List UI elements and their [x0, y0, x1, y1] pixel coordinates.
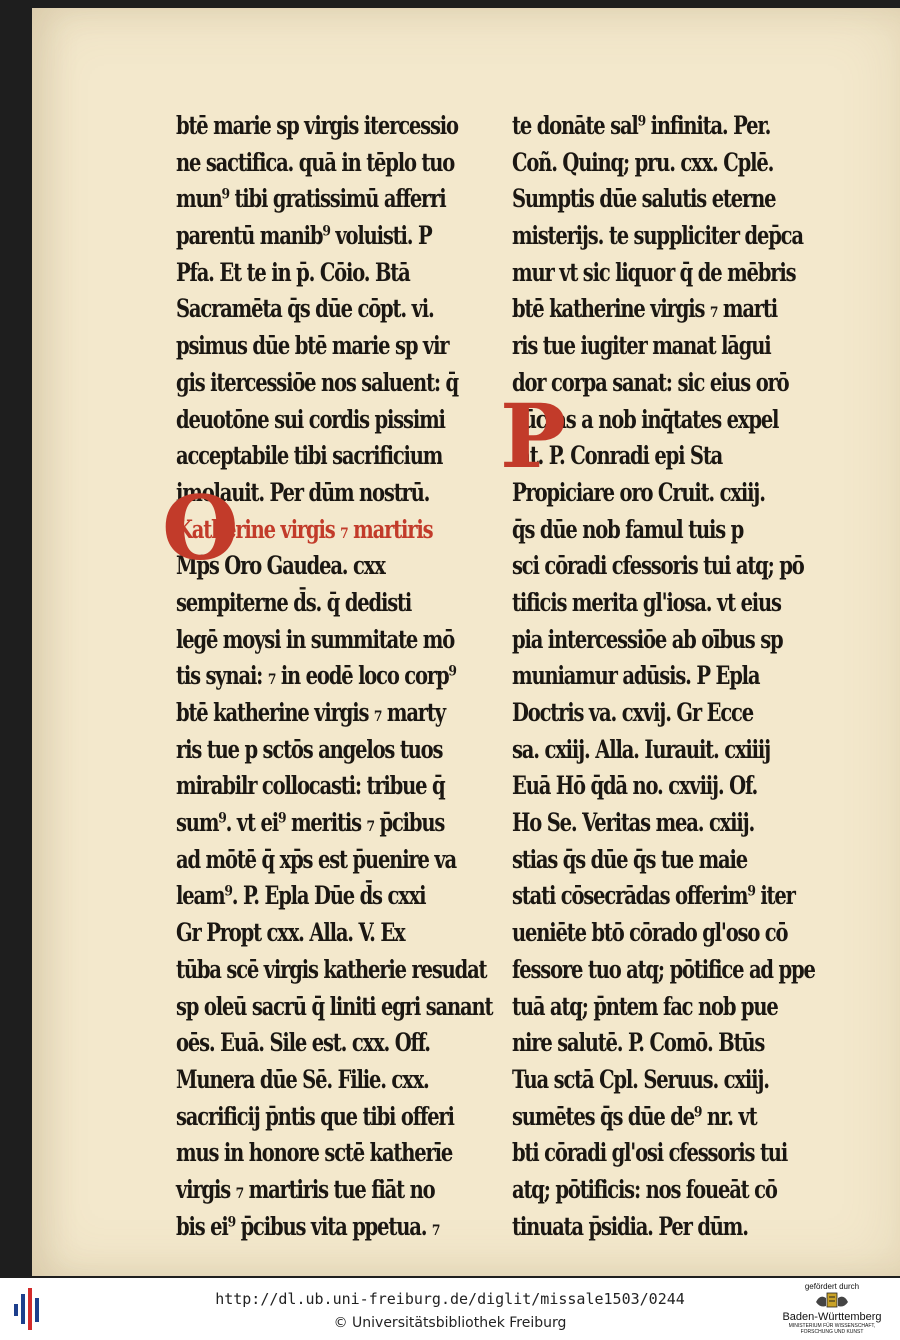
- text-line: mun⁹ tibi gratissimū afferri: [176, 184, 446, 214]
- text-line: sp oleū sacrū q̄ liniti egri sanant: [176, 991, 493, 1021]
- text-line: bis ei⁹ p̄cibus vita ppetua. ₇: [176, 1211, 440, 1241]
- text-line: deuotōne sui cordis pissimi: [176, 404, 445, 434]
- text-line: ne sactifica. quā in tēplo tuo: [176, 147, 455, 177]
- text-line: ueniēte btō cōrado gl'oso cō: [512, 918, 788, 948]
- text-line: Mp̄s Oro Gaudea. cxx: [176, 551, 385, 581]
- text-line: ad mōtē q̄ xp̄s est p̄uenire va: [176, 844, 457, 874]
- text-line: Euā Hō q̄dā no. cxviij. Of.: [512, 771, 758, 801]
- text-line: te donāte sal⁹ infinita. Per.: [512, 111, 771, 140]
- text-line: sci cōradi cfessoris tui atq; pō: [512, 551, 804, 581]
- text-line: stias q̄s dūe q̄s tue maie: [512, 844, 747, 874]
- text-line: mirabilr collocasti: tribue q̄: [176, 771, 445, 801]
- text-line: Ho Se. Veritas mea. cxiij.: [512, 808, 755, 838]
- text-line: fessore tuo atq; pōtifice ad ppe: [512, 954, 815, 984]
- text-line: tuā atq; p̄ntem fac nob pue: [512, 991, 778, 1021]
- text-line: sempiterne d̄s. q̄ dedisti: [176, 587, 412, 617]
- text-line: Sacramēta q̄s dūe cōpt. vi.: [176, 294, 434, 324]
- text-line: Doctris va. cxvij. Gr Ecce: [512, 698, 753, 727]
- text-line: gis itercessiōe nos saluent: q̄: [176, 367, 459, 397]
- dropcap-left: O: [162, 476, 239, 580]
- text-line: mus in honore sctē katherīe: [176, 1138, 453, 1168]
- text-line: lat. P. Conradi epi Sta: [512, 441, 723, 471]
- sponsor-subtitle: MINISTERIUM FÜR WISSENSCHAFT, FORSCHUNG UND KUNST: [788, 1323, 876, 1335]
- text-line: atq; pōtificis: nos foueāt cō: [512, 1174, 777, 1204]
- text-line: ris tue iugiter manat lāgui: [512, 331, 771, 361]
- text-line: sum⁹. vt ei⁹ meritis ₇ p̄cibus: [176, 808, 445, 838]
- text-line: imolauit. Per dūm nostrū.: [176, 477, 430, 507]
- dropcap-right: P: [500, 384, 567, 488]
- text-line: misterijs. te suppliciter dep̄ca: [512, 221, 803, 251]
- text-line: sumētes q̄s dūe de⁹ nr. vt: [512, 1101, 757, 1131]
- sponsor-logo: [772, 1282, 892, 1338]
- text-line: leam⁹. P. Epla Dūe d̄s cxxi: [176, 881, 426, 911]
- text-line: tinuata p̄sidia. Per dūm.: [512, 1211, 748, 1241]
- text-line: stati cōsecrādas offerim⁹ iter: [512, 881, 795, 911]
- text-line: psimus dūe btē marie sp vir: [176, 331, 449, 361]
- left-text-column: [176, 108, 496, 1245]
- text-line: ris tue p sctōs angelos tuos: [176, 734, 443, 764]
- permalink-url[interactable]: http://dl.ub.uni-freiburg.de/diglit/missale1503/0244: [215, 1290, 685, 1308]
- text-line: tificis merita gl'iosa. vt eius: [512, 587, 781, 617]
- sponsor-name: Baden-Württemberg: [782, 1311, 882, 1323]
- text-line: q̄s dūe nob famul tuis p: [512, 514, 744, 544]
- text-line: sacrificij p̄ntis que tibi offeri: [176, 1101, 454, 1131]
- text-line: Coñ. Quinq; pru. cxx. Cplē.: [512, 147, 774, 177]
- text-line: bti cōradi gl'osi cfessoris tui: [512, 1138, 788, 1168]
- text-line: tūba scē virgis katherie resudat: [176, 954, 487, 984]
- text-line: Tua sctā Cpl. Seruus. cxiij.: [512, 1064, 769, 1094]
- copyright-notice: © Universitätsbibliothek Freiburg: [333, 1315, 567, 1331]
- text-line: sa. cxiij. Alla. Iurauit. cxiiij: [512, 734, 771, 764]
- text-line: cūctas a nob inq̄tates expel: [512, 404, 779, 434]
- text-line: mur vt sic liquor q̄ de mēbris: [512, 257, 796, 287]
- text-line: Sumptis dūe salutis eterne: [512, 184, 776, 214]
- text-line: virgis ₇ martiris tue fiāt no: [176, 1174, 435, 1204]
- right-text-column: [512, 108, 832, 1245]
- text-line: Gr Propt cxx. Alla. V. Ex: [176, 918, 405, 948]
- text-line: Propiciare oro Cruit. cxiij.: [512, 477, 765, 507]
- text-line: acceptabile tibi sacrificium: [176, 441, 443, 471]
- text-line: legē moysi in summitate mō: [176, 624, 455, 654]
- text-line: oēs. Euā. Sile est. cxx. Off.: [176, 1028, 430, 1058]
- text-line: tis synai: ₇ in eodē loco corp⁹: [176, 661, 456, 691]
- state-crest-icon: [814, 1292, 850, 1310]
- text-line: nire salutē. P. Comō. Btūs: [512, 1028, 765, 1058]
- text-line: btē katherine virgis ₇ marti: [512, 294, 777, 324]
- text-line: dor corpa sanat: sic eius orō: [512, 367, 789, 397]
- text-line: btē katherine virgis ₇ marty: [176, 698, 445, 727]
- footer-bar: [0, 1278, 900, 1340]
- text-line: btē marie sp virgis itercessio: [176, 111, 458, 140]
- text-line: Munera dūe Sē. Filie. cxx.: [176, 1064, 429, 1094]
- text-line: pia intercessiōe ab oībus sp: [512, 624, 783, 654]
- manuscript-page: [32, 8, 900, 1276]
- sponsor-label: gefördert durch: [804, 1282, 860, 1291]
- text-line: parentū manib⁹ voluisti. P: [176, 221, 432, 251]
- text-line: Pfa. Et te in p̄. Cōio. Btā: [176, 257, 410, 287]
- text-line: muniamur adūsis. P Epla: [512, 661, 760, 691]
- text-line: Katherine virgis ₇ martiris: [176, 514, 433, 544]
